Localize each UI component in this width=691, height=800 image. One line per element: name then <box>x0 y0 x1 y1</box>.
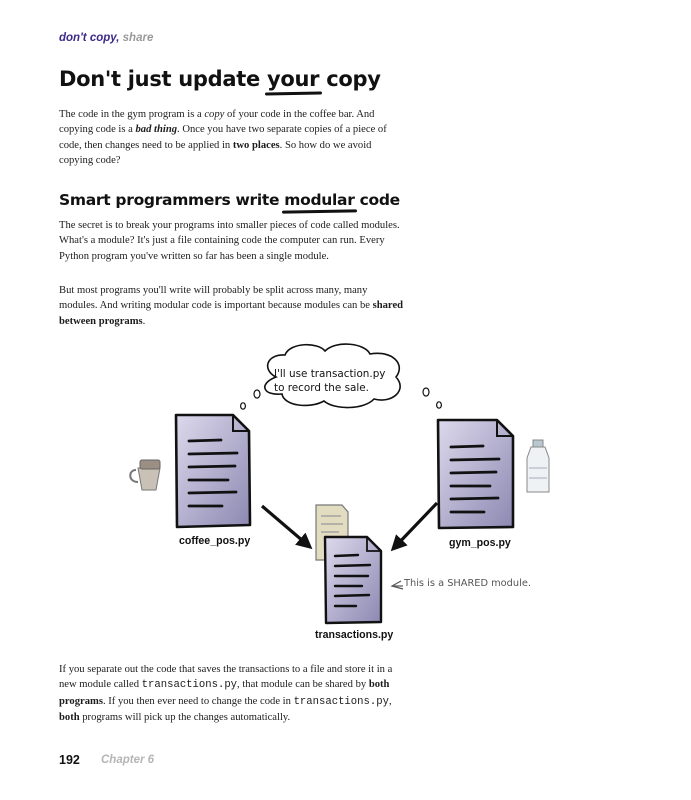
shared-text-2: . <box>142 315 146 327</box>
separate-text-5: programs will pick up the changes automatically. <box>79 712 291 724</box>
arrow-gym-to-transactions <box>393 503 437 549</box>
thought-line-2: to record the sale. <box>274 382 369 394</box>
code-transactions-2: transactions.py <box>293 695 389 708</box>
page-heading-after: copy <box>319 67 381 91</box>
shared-bold: shared between programs <box>59 300 404 327</box>
annotation-arrow <box>392 581 403 589</box>
page-heading <box>59 67 381 91</box>
intro-text-1: The code in the gym program is a <box>59 109 205 120</box>
page-heading-emphasis: your <box>266 67 320 91</box>
intro-text-4: . So how do we avoid copying code? <box>59 139 372 167</box>
section-heading-emphasis: modular <box>284 191 355 209</box>
separate-text-2: , that module can be shared by <box>237 679 369 691</box>
modules-paragraph: The secret is to break your programs into smaller pieces of code called modules. What's a module? It's just a file containing code the computer can run. Every Python program you've written so far has been a single module. <box>59 220 400 262</box>
coffee-cup-icon <box>130 460 160 490</box>
shared-paragraph <box>59 283 404 329</box>
section-tab-primary: don't copy, <box>59 32 120 44</box>
page-heading-before: Don't just update <box>59 67 267 91</box>
thought-line-1: I'll use transaction.py <box>274 368 386 380</box>
intro-two-places: two places <box>232 139 280 151</box>
intro-copy-italic: copy <box>204 109 225 120</box>
intro-bad-thing: bad thing <box>135 124 178 136</box>
separate-text-1: If you separate out the code that saves the transactions to a file and store it in a new module called <box>59 664 393 691</box>
separate-both-programs: both programs <box>59 679 390 707</box>
shared-module-annotation: This is a SHARED module. <box>404 578 531 589</box>
section-heading-before: Smart programmers write <box>59 191 285 209</box>
section-tab-secondary: share <box>122 32 154 44</box>
transactions-label: transactions.py <box>315 629 394 641</box>
coffee-pos-document-icon <box>176 415 250 527</box>
chapter-label: Chapter 6 <box>101 754 155 766</box>
intro-text-3: . Once you have two separate copies of a piece of code, then changes need to be applied in <box>59 124 387 151</box>
gym-pos-label: gym_pos.py <box>449 537 511 549</box>
page-number: 192 <box>59 753 80 767</box>
shared-text-1: But most programs you'll write will probably be split across many, many modules. And writing modular code is important because modules can be <box>59 285 373 312</box>
separate-paragraph <box>59 662 404 726</box>
section-heading-after: code <box>354 191 400 209</box>
gym-pos-document-icon <box>438 420 513 528</box>
section-tab <box>59 32 153 44</box>
intro-text-2: of your code in the coffee bar. And copying code is a <box>59 109 375 136</box>
code-transactions-1: transactions.py <box>141 679 238 692</box>
transactions-document-icon <box>325 537 381 623</box>
coffee-pos-label: coffee_pos.py <box>179 535 251 547</box>
intro-paragraph <box>59 107 404 169</box>
section-heading <box>59 191 400 209</box>
separate-text-3: . If you then ever need to change the code in <box>102 695 294 707</box>
thought-text <box>274 367 404 395</box>
arrow-coffee-to-transactions <box>262 506 310 547</box>
water-bottle-icon <box>527 440 549 492</box>
separate-text-4: , <box>388 695 392 707</box>
separate-both: both <box>59 712 80 724</box>
